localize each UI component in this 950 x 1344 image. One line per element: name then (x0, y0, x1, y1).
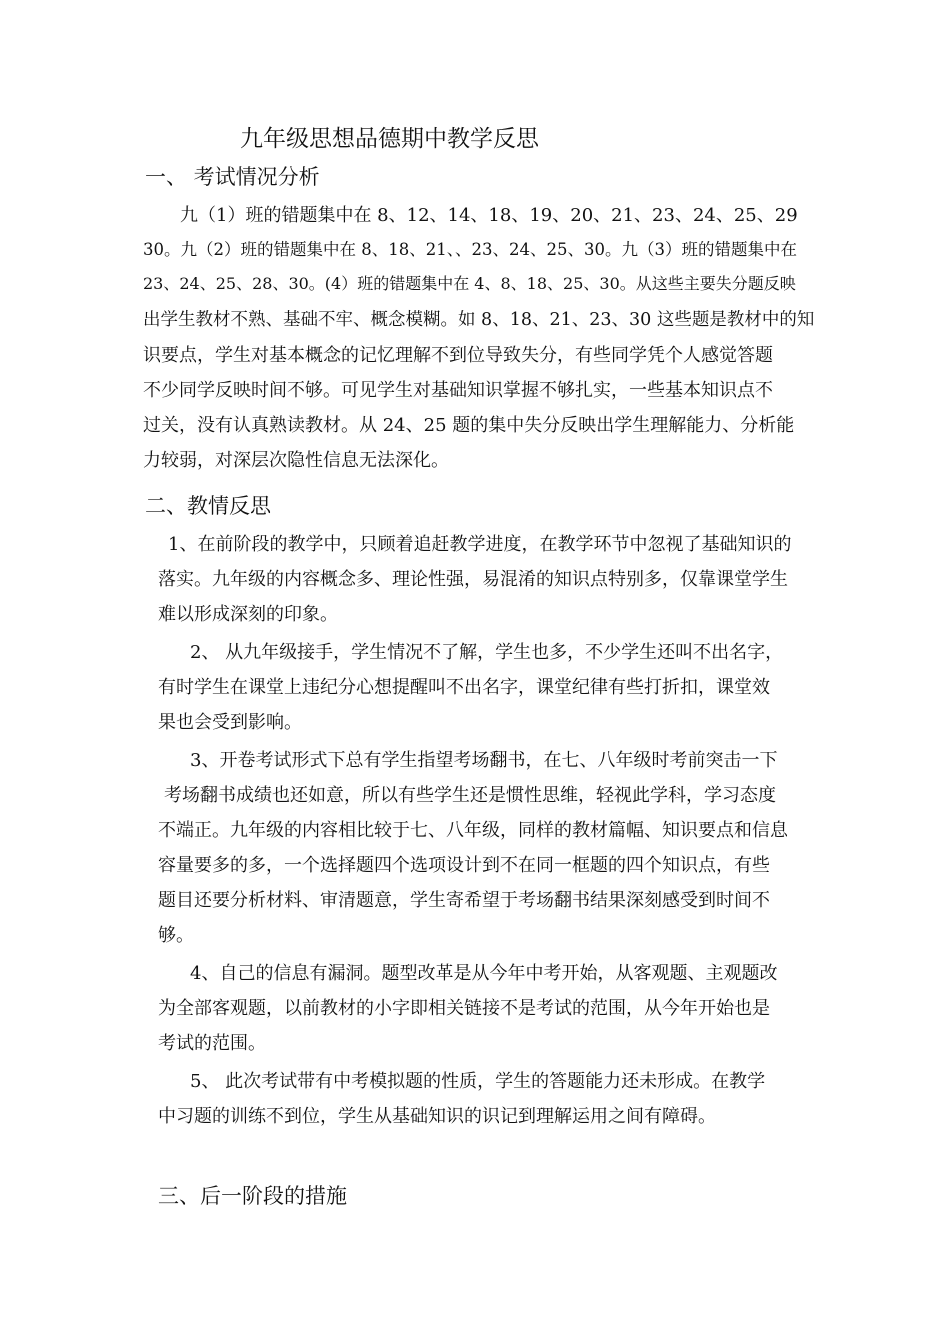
paragraph-line: 出学生教材不熟、基础不牢、概念模糊。如 8、18、21、23、30 这些题是教材中的知 (143, 310, 815, 330)
paragraph-line: 过关，没有认真熟读教材。从 24、25 题的集中失分反映出学生理解能力、分析能 (143, 415, 795, 436)
paragraph-line: 2、 从九年级接手，学生情况不了解，学生也多，不少学生还叫不出名字， (190, 642, 784, 663)
paragraph-line: 1、在前阶段的教学中，只顾着追赶教学进度，在教学环节中忽视了基础知识的 (168, 534, 792, 555)
paragraph-line: 九（1）班的错题集中在 8、12、14、18、19、20、21、23、24、25、29 (180, 205, 798, 226)
paragraph-line: 落实。九年级的内容概念多、理论性强，易混淆的知识点特别多，仅靠课堂学生 (158, 569, 788, 590)
paragraph-line: 题目还要分析材料、审清题意，学生寄希望于考场翻书结果深刻感受到时间不 (158, 890, 770, 911)
paragraph-line: 识要点，学生对基本概念的记忆理解不到位导致失分，有些同学凭个人感觉答题 (143, 345, 773, 366)
paragraph-line: 难以形成深刻的印象。 (158, 604, 338, 625)
paragraph-line: 够。 (158, 925, 194, 946)
paragraph-line: 4、自己的信息有漏洞。题型改革是从今年中考开始，从客观题、主观题改 (190, 963, 778, 984)
section-heading-reflection: 二、教情反思 (145, 494, 271, 518)
paragraph-line: 容量要多的多，一个选择题四个选项设计到不在同一框题的四个知识点，有些 (158, 855, 770, 876)
paragraph-line: 考场翻书成绩也还如意，所以有些学生还是惯性思维，轻视此学科，学习态度 (164, 785, 776, 806)
paragraph-line: 3、开卷考试形式下总有学生指望考场翻书，在七、八年级时考前突击一下 (190, 750, 778, 771)
section-heading-analysis: 一、 考试情况分析 (145, 165, 320, 189)
paragraph-line: 不少同学反映时间不够。可见学生对基础知识掌握不够扎实，一些基本知识点不 (143, 380, 773, 401)
paragraph-line: 中习题的训练不到位，学生从基础知识的识记到理解运用之间有障碍。 (158, 1106, 716, 1127)
document-title: 九年级思想品德期中教学反思 (240, 126, 539, 152)
paragraph-line: 23、24、25、28、30。(4）班的错题集中在 4、8、18、25、30。从这些主要失分题反映 (143, 274, 796, 293)
paragraph-line: 有时学生在课堂上违纪分心想提醒叫不出名字，课堂纪律有些打折扣，课堂效 (158, 677, 770, 698)
paragraph-line: 为全部客观题，以前教材的小字即相关链接不是考试的范围，从今年开始也是 (158, 998, 770, 1019)
paragraph-line: 5、 此次考试带有中考模拟题的性质，学生的答题能力还未形成。在教学 (190, 1071, 766, 1092)
section-heading-measures: 三、后一阶段的措施 (158, 1184, 347, 1208)
paragraph-line: 不端正。九年级的内容相比较于七、八年级，同样的教材篇幅、知识要点和信息 (158, 820, 788, 841)
paragraph-line: 力较弱，对深层次隐性信息无法深化。 (143, 450, 449, 471)
paragraph-line: 果也会受到影响。 (158, 712, 302, 733)
paragraph-line: 考试的范围。 (158, 1033, 266, 1054)
paragraph-line: 30。九（2）班的错题集中在 8、18、21、、23、24、25、30。九（3）班的错题集中在 (143, 240, 797, 259)
